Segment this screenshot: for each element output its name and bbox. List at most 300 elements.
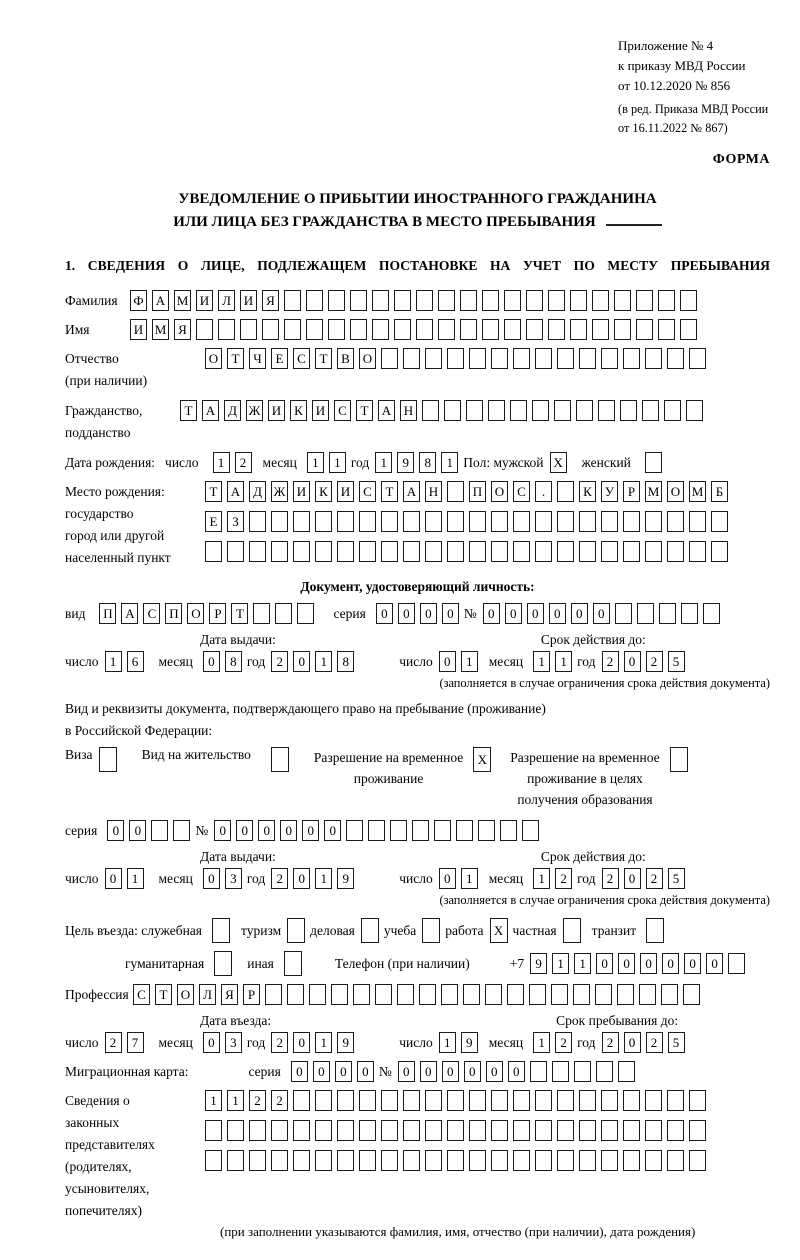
char-cell[interactable] <box>491 541 508 562</box>
char-cell[interactable] <box>504 290 521 311</box>
char-cell[interactable] <box>513 511 530 532</box>
char-cell[interactable] <box>507 984 524 1005</box>
char-cell[interactable] <box>438 290 455 311</box>
char-cell[interactable] <box>620 400 637 421</box>
char-cell[interactable]: Т <box>205 481 222 502</box>
char-cell[interactable] <box>703 603 720 624</box>
char-cell[interactable] <box>659 603 676 624</box>
char-cell[interactable] <box>667 1150 684 1171</box>
char-cell[interactable] <box>680 290 697 311</box>
char-cell[interactable]: 5 <box>668 1032 685 1053</box>
char-cell[interactable] <box>293 511 310 532</box>
char-cell[interactable] <box>548 290 565 311</box>
char-cell[interactable]: К <box>290 400 307 421</box>
char-cell[interactable]: П <box>469 481 486 502</box>
char-cell[interactable] <box>315 1120 332 1141</box>
char-cell[interactable] <box>447 1090 464 1111</box>
char-cell[interactable]: 1 <box>127 868 144 889</box>
char-cell[interactable] <box>557 1090 574 1111</box>
char-cell[interactable] <box>240 319 257 340</box>
char-cell[interactable]: 0 <box>508 1061 525 1082</box>
char-cell[interactable] <box>460 290 477 311</box>
char-cell[interactable] <box>447 511 464 532</box>
char-cell[interactable]: 1 <box>307 452 324 473</box>
char-cell[interactable] <box>614 319 631 340</box>
char-cell[interactable] <box>328 319 345 340</box>
char-cell[interactable]: Н <box>425 481 442 502</box>
char-cell[interactable] <box>557 511 574 532</box>
char-cell[interactable]: О <box>177 984 194 1005</box>
char-cell[interactable] <box>557 1150 574 1171</box>
char-cell[interactable]: Я <box>174 319 191 340</box>
char-cell[interactable]: 0 <box>706 953 723 974</box>
char-cell[interactable] <box>249 541 266 562</box>
char-cell[interactable]: 0 <box>280 820 297 841</box>
char-cell[interactable] <box>284 951 302 976</box>
char-cell[interactable]: 0 <box>107 820 124 841</box>
char-cell[interactable] <box>381 541 398 562</box>
char-cell[interactable]: 0 <box>293 651 310 672</box>
char-cell[interactable]: 1 <box>329 452 346 473</box>
char-cell[interactable] <box>293 1120 310 1141</box>
char-cell[interactable] <box>444 400 461 421</box>
char-cell[interactable]: 1 <box>205 1090 222 1111</box>
char-cell[interactable] <box>469 1150 486 1171</box>
char-cell[interactable]: 2 <box>235 452 252 473</box>
char-cell[interactable] <box>469 348 486 369</box>
char-cell[interactable]: 1 <box>105 651 122 672</box>
char-cell[interactable]: 0 <box>398 1061 415 1082</box>
char-cell[interactable] <box>579 511 596 532</box>
char-cell[interactable]: 8 <box>337 651 354 672</box>
char-cell[interactable]: 2 <box>271 1090 288 1111</box>
char-cell[interactable]: 0 <box>203 1032 220 1053</box>
char-cell[interactable] <box>403 1120 420 1141</box>
char-cell[interactable] <box>529 984 546 1005</box>
char-cell[interactable] <box>293 1090 310 1111</box>
char-cell[interactable]: И <box>240 290 257 311</box>
char-cell[interactable] <box>491 348 508 369</box>
char-cell[interactable] <box>306 290 323 311</box>
char-cell[interactable]: А <box>202 400 219 421</box>
char-cell[interactable]: 0 <box>398 603 415 624</box>
char-cell[interactable] <box>214 951 232 976</box>
char-cell[interactable]: X <box>490 918 508 943</box>
char-cell[interactable] <box>422 400 439 421</box>
char-cell[interactable]: 1 <box>315 651 332 672</box>
char-cell[interactable]: 8 <box>225 651 242 672</box>
char-cell[interactable] <box>353 984 370 1005</box>
char-cell[interactable]: 0 <box>442 1061 459 1082</box>
char-cell[interactable]: И <box>130 319 147 340</box>
char-cell[interactable] <box>412 820 429 841</box>
char-cell[interactable] <box>661 984 678 1005</box>
char-cell[interactable]: 2 <box>555 1032 572 1053</box>
char-cell[interactable] <box>249 511 266 532</box>
char-cell[interactable]: 1 <box>315 1032 332 1053</box>
char-cell[interactable] <box>513 541 530 562</box>
char-cell[interactable]: Я <box>262 290 279 311</box>
char-cell[interactable]: 1 <box>461 868 478 889</box>
char-cell[interactable]: 0 <box>203 868 220 889</box>
char-cell[interactable] <box>271 541 288 562</box>
char-cell[interactable] <box>646 918 664 943</box>
char-cell[interactable]: 0 <box>593 603 610 624</box>
char-cell[interactable] <box>359 1120 376 1141</box>
char-cell[interactable]: X <box>550 452 567 473</box>
char-cell[interactable] <box>728 953 745 974</box>
char-cell[interactable]: Р <box>243 984 260 1005</box>
char-cell[interactable] <box>574 1061 591 1082</box>
char-cell[interactable] <box>617 984 634 1005</box>
char-cell[interactable]: С <box>513 481 530 502</box>
char-cell[interactable]: Т <box>315 348 332 369</box>
char-cell[interactable]: К <box>579 481 596 502</box>
char-cell[interactable]: 0 <box>214 820 231 841</box>
char-cell[interactable] <box>315 511 332 532</box>
char-cell[interactable] <box>265 984 282 1005</box>
char-cell[interactable] <box>403 541 420 562</box>
char-cell[interactable]: Р <box>623 481 640 502</box>
char-cell[interactable]: У <box>601 481 618 502</box>
char-cell[interactable]: А <box>121 603 138 624</box>
char-cell[interactable] <box>173 820 190 841</box>
char-cell[interactable]: И <box>268 400 285 421</box>
char-cell[interactable]: 0 <box>571 603 588 624</box>
char-cell[interactable] <box>275 603 292 624</box>
char-cell[interactable]: Ф <box>130 290 147 311</box>
char-cell[interactable] <box>297 603 314 624</box>
char-cell[interactable] <box>438 319 455 340</box>
char-cell[interactable]: Т <box>155 984 172 1005</box>
char-cell[interactable]: 0 <box>376 603 393 624</box>
char-cell[interactable]: И <box>312 400 329 421</box>
char-cell[interactable]: 0 <box>596 953 613 974</box>
char-cell[interactable] <box>478 820 495 841</box>
char-cell[interactable] <box>271 747 289 772</box>
char-cell[interactable] <box>306 319 323 340</box>
char-cell[interactable] <box>579 1150 596 1171</box>
char-cell[interactable]: 1 <box>315 868 332 889</box>
char-cell[interactable]: В <box>337 348 354 369</box>
char-cell[interactable] <box>601 348 618 369</box>
char-cell[interactable]: 5 <box>668 651 685 672</box>
char-cell[interactable]: С <box>359 481 376 502</box>
char-cell[interactable] <box>381 511 398 532</box>
char-cell[interactable]: Н <box>400 400 417 421</box>
char-cell[interactable] <box>601 1120 618 1141</box>
char-cell[interactable] <box>623 1090 640 1111</box>
char-cell[interactable]: П <box>165 603 182 624</box>
char-cell[interactable]: 3 <box>225 868 242 889</box>
char-cell[interactable] <box>381 1120 398 1141</box>
char-cell[interactable] <box>667 1090 684 1111</box>
char-cell[interactable] <box>447 541 464 562</box>
char-cell[interactable]: 0 <box>291 1061 308 1082</box>
char-cell[interactable] <box>271 1120 288 1141</box>
char-cell[interactable]: 2 <box>602 868 619 889</box>
char-cell[interactable]: М <box>689 481 706 502</box>
char-cell[interactable]: 0 <box>293 868 310 889</box>
char-cell[interactable] <box>667 348 684 369</box>
char-cell[interactable] <box>598 400 615 421</box>
char-cell[interactable]: 0 <box>293 1032 310 1053</box>
char-cell[interactable] <box>249 1150 266 1171</box>
char-cell[interactable] <box>623 1120 640 1141</box>
char-cell[interactable]: 1 <box>533 651 550 672</box>
char-cell[interactable] <box>425 348 442 369</box>
char-cell[interactable]: Д <box>224 400 241 421</box>
char-cell[interactable] <box>637 603 654 624</box>
char-cell[interactable] <box>636 290 653 311</box>
char-cell[interactable] <box>372 290 389 311</box>
char-cell[interactable] <box>554 400 571 421</box>
char-cell[interactable]: М <box>645 481 662 502</box>
char-cell[interactable] <box>557 481 574 502</box>
char-cell[interactable] <box>315 541 332 562</box>
char-cell[interactable] <box>425 1150 442 1171</box>
char-cell[interactable] <box>664 400 681 421</box>
char-cell[interactable] <box>346 820 363 841</box>
char-cell[interactable] <box>253 603 270 624</box>
char-cell[interactable]: Т <box>180 400 197 421</box>
char-cell[interactable]: 8 <box>419 452 436 473</box>
char-cell[interactable] <box>623 348 640 369</box>
char-cell[interactable]: 9 <box>397 452 414 473</box>
char-cell[interactable]: 0 <box>549 603 566 624</box>
char-cell[interactable] <box>422 918 440 943</box>
char-cell[interactable] <box>350 290 367 311</box>
char-cell[interactable] <box>645 452 662 473</box>
char-cell[interactable] <box>535 1090 552 1111</box>
char-cell[interactable] <box>205 541 222 562</box>
char-cell[interactable] <box>196 319 213 340</box>
char-cell[interactable]: 1 <box>552 953 569 974</box>
char-cell[interactable]: Е <box>271 348 288 369</box>
char-cell[interactable] <box>205 1120 222 1141</box>
char-cell[interactable]: Б <box>711 481 728 502</box>
char-cell[interactable]: 0 <box>442 603 459 624</box>
char-cell[interactable] <box>359 1150 376 1171</box>
char-cell[interactable] <box>466 400 483 421</box>
char-cell[interactable]: Е <box>205 511 222 532</box>
char-cell[interactable] <box>469 511 486 532</box>
char-cell[interactable] <box>403 348 420 369</box>
char-cell[interactable] <box>623 511 640 532</box>
char-cell[interactable]: А <box>227 481 244 502</box>
char-cell[interactable]: 0 <box>624 651 641 672</box>
char-cell[interactable]: 9 <box>337 868 354 889</box>
char-cell[interactable]: 0 <box>420 603 437 624</box>
char-cell[interactable] <box>579 1090 596 1111</box>
char-cell[interactable] <box>645 1120 662 1141</box>
char-cell[interactable] <box>337 1120 354 1141</box>
char-cell[interactable] <box>601 1150 618 1171</box>
char-cell[interactable] <box>552 1061 569 1082</box>
char-cell[interactable] <box>456 820 473 841</box>
char-cell[interactable]: 1 <box>555 651 572 672</box>
char-cell[interactable] <box>711 511 728 532</box>
char-cell[interactable] <box>460 319 477 340</box>
char-cell[interactable]: И <box>337 481 354 502</box>
char-cell[interactable] <box>570 319 587 340</box>
char-cell[interactable] <box>249 1120 266 1141</box>
char-cell[interactable] <box>689 1150 706 1171</box>
char-cell[interactable] <box>434 820 451 841</box>
char-cell[interactable]: Т <box>227 348 244 369</box>
char-cell[interactable] <box>331 984 348 1005</box>
char-cell[interactable] <box>601 1090 618 1111</box>
char-cell[interactable]: 6 <box>127 651 144 672</box>
char-cell[interactable]: 0 <box>439 651 456 672</box>
char-cell[interactable] <box>642 400 659 421</box>
char-cell[interactable] <box>227 1150 244 1171</box>
char-cell[interactable] <box>394 319 411 340</box>
char-cell[interactable] <box>535 511 552 532</box>
char-cell[interactable] <box>579 348 596 369</box>
char-cell[interactable]: 2 <box>271 651 288 672</box>
char-cell[interactable] <box>403 1150 420 1171</box>
char-cell[interactable]: 1 <box>533 1032 550 1053</box>
char-cell[interactable] <box>667 541 684 562</box>
char-cell[interactable] <box>337 541 354 562</box>
char-cell[interactable]: 3 <box>225 1032 242 1053</box>
char-cell[interactable] <box>670 747 688 772</box>
char-cell[interactable]: 2 <box>105 1032 122 1053</box>
char-cell[interactable]: 0 <box>618 953 635 974</box>
char-cell[interactable]: 2 <box>646 868 663 889</box>
char-cell[interactable] <box>551 984 568 1005</box>
char-cell[interactable] <box>513 1090 530 1111</box>
char-cell[interactable] <box>469 1090 486 1111</box>
char-cell[interactable]: 0 <box>439 868 456 889</box>
char-cell[interactable]: К <box>315 481 332 502</box>
char-cell[interactable] <box>361 918 379 943</box>
char-cell[interactable] <box>337 1090 354 1111</box>
char-cell[interactable]: А <box>378 400 395 421</box>
char-cell[interactable] <box>99 747 117 772</box>
char-cell[interactable] <box>686 400 703 421</box>
char-cell[interactable] <box>535 348 552 369</box>
char-cell[interactable] <box>212 918 230 943</box>
char-cell[interactable] <box>491 511 508 532</box>
char-cell[interactable]: 0 <box>505 603 522 624</box>
char-cell[interactable] <box>645 1090 662 1111</box>
char-cell[interactable] <box>557 541 574 562</box>
char-cell[interactable] <box>658 319 675 340</box>
char-cell[interactable] <box>425 1120 442 1141</box>
char-cell[interactable] <box>328 290 345 311</box>
char-cell[interactable] <box>530 1061 547 1082</box>
char-cell[interactable] <box>526 290 543 311</box>
char-cell[interactable] <box>535 541 552 562</box>
char-cell[interactable] <box>535 1150 552 1171</box>
char-cell[interactable] <box>416 290 433 311</box>
char-cell[interactable] <box>271 511 288 532</box>
char-cell[interactable] <box>482 319 499 340</box>
char-cell[interactable] <box>447 481 464 502</box>
char-cell[interactable]: 9 <box>337 1032 354 1053</box>
char-cell[interactable]: 0 <box>129 820 146 841</box>
char-cell[interactable] <box>504 319 521 340</box>
char-cell[interactable] <box>381 1150 398 1171</box>
char-cell[interactable] <box>615 603 632 624</box>
char-cell[interactable] <box>579 1120 596 1141</box>
char-cell[interactable]: 0 <box>662 953 679 974</box>
char-cell[interactable] <box>563 918 581 943</box>
char-cell[interactable] <box>227 1120 244 1141</box>
char-cell[interactable] <box>513 1120 530 1141</box>
char-cell[interactable] <box>535 1120 552 1141</box>
char-cell[interactable]: 0 <box>105 868 122 889</box>
char-cell[interactable]: X <box>473 747 491 772</box>
char-cell[interactable]: 0 <box>335 1061 352 1082</box>
char-cell[interactable] <box>510 400 527 421</box>
char-cell[interactable]: 2 <box>249 1090 266 1111</box>
char-cell[interactable]: Ж <box>246 400 263 421</box>
char-cell[interactable]: О <box>491 481 508 502</box>
char-cell[interactable]: 0 <box>236 820 253 841</box>
char-cell[interactable]: Я <box>221 984 238 1005</box>
char-cell[interactable] <box>381 348 398 369</box>
char-cell[interactable] <box>667 1120 684 1141</box>
char-cell[interactable] <box>218 319 235 340</box>
char-cell[interactable] <box>441 984 458 1005</box>
char-cell[interactable] <box>570 290 587 311</box>
char-cell[interactable]: С <box>143 603 160 624</box>
char-cell[interactable]: 0 <box>483 603 500 624</box>
char-cell[interactable]: 1 <box>439 1032 456 1053</box>
char-cell[interactable]: Т <box>356 400 373 421</box>
char-cell[interactable]: А <box>403 481 420 502</box>
char-cell[interactable] <box>403 511 420 532</box>
char-cell[interactable] <box>482 290 499 311</box>
char-cell[interactable]: 2 <box>646 1032 663 1053</box>
char-cell[interactable] <box>596 1061 613 1082</box>
char-cell[interactable]: 2 <box>555 868 572 889</box>
char-cell[interactable]: З <box>227 511 244 532</box>
char-cell[interactable] <box>645 348 662 369</box>
char-cell[interactable] <box>397 984 414 1005</box>
char-cell[interactable] <box>447 1150 464 1171</box>
char-cell[interactable] <box>576 400 593 421</box>
char-cell[interactable] <box>337 1150 354 1171</box>
char-cell[interactable]: 0 <box>302 820 319 841</box>
char-cell[interactable]: 0 <box>624 868 641 889</box>
char-cell[interactable] <box>227 541 244 562</box>
char-cell[interactable] <box>491 1090 508 1111</box>
char-cell[interactable] <box>614 290 631 311</box>
char-cell[interactable] <box>645 511 662 532</box>
char-cell[interactable] <box>293 541 310 562</box>
char-cell[interactable] <box>419 984 436 1005</box>
char-cell[interactable]: П <box>99 603 116 624</box>
char-cell[interactable]: 0 <box>464 1061 481 1082</box>
char-cell[interactable] <box>639 984 656 1005</box>
char-cell[interactable]: 7 <box>127 1032 144 1053</box>
char-cell[interactable] <box>557 348 574 369</box>
char-cell[interactable] <box>618 1061 635 1082</box>
char-cell[interactable] <box>372 319 389 340</box>
char-cell[interactable] <box>689 511 706 532</box>
char-cell[interactable]: С <box>334 400 351 421</box>
char-cell[interactable] <box>500 820 517 841</box>
char-cell[interactable]: Т <box>381 481 398 502</box>
char-cell[interactable] <box>592 319 609 340</box>
char-cell[interactable]: 2 <box>271 868 288 889</box>
char-cell[interactable]: 0 <box>357 1061 374 1082</box>
char-cell[interactable] <box>526 319 543 340</box>
